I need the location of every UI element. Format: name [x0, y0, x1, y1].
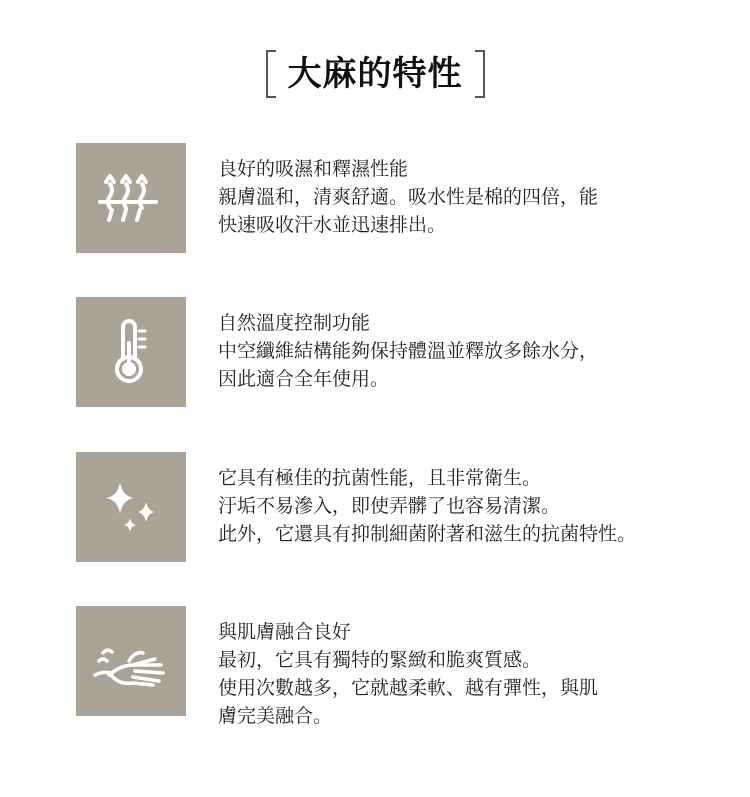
feature-line: 最初，它具有獨特的緊緻和脆爽質感。: [218, 649, 542, 671]
feature-line: 膚完美融合。: [218, 705, 333, 727]
feature-moisture: [76, 143, 736, 253]
feature-heading: 與肌膚融合良好: [218, 621, 352, 643]
right-bracket: [475, 50, 485, 98]
heat-waves-icon: [76, 143, 186, 253]
feature-text: [218, 464, 738, 548]
thermometer-icon: [76, 297, 186, 407]
feature-heading: 自然溫度控制功能: [218, 312, 371, 334]
feature-line: 汙垢不易滲入，即使弄髒了也容易清潔。: [218, 495, 561, 517]
left-bracket: [266, 50, 276, 98]
feature-antibacterial: [76, 452, 736, 562]
feature-line: 此外，它還具有抑制細菌附著和滋生的抗菌特性。: [218, 523, 637, 545]
feature-text: [218, 309, 738, 393]
feature-text: [218, 618, 738, 730]
page-title: 大麻的特性: [287, 54, 463, 94]
feature-line: 快速吸收汗水並迅速排出。: [218, 214, 447, 236]
feature-text: [218, 155, 738, 239]
hand-touch-icon: [76, 606, 186, 716]
feature-line: 親膚溫和，清爽舒適。吸水性是棉的四倍，能: [218, 186, 599, 208]
sparkle-icon: [76, 452, 186, 562]
feature-line: 中空纖維結構能夠保持體溫並釋放多餘水分，: [218, 340, 599, 362]
feature-heading: 良好的吸濕和釋濕性能: [218, 158, 409, 180]
feature-heading: 它具有極佳的抗菌性能，且非常衛生。: [218, 467, 542, 489]
feature-temperature: [76, 297, 736, 407]
feature-line: 使用次數越多，它就越柔軟、越有彈性，與肌: [218, 677, 599, 699]
feature-line: 因此適合全年使用。: [218, 368, 390, 390]
title-wrapper: [0, 50, 750, 98]
page-title-box: [266, 50, 485, 98]
feature-skin-blend: [76, 606, 736, 727]
